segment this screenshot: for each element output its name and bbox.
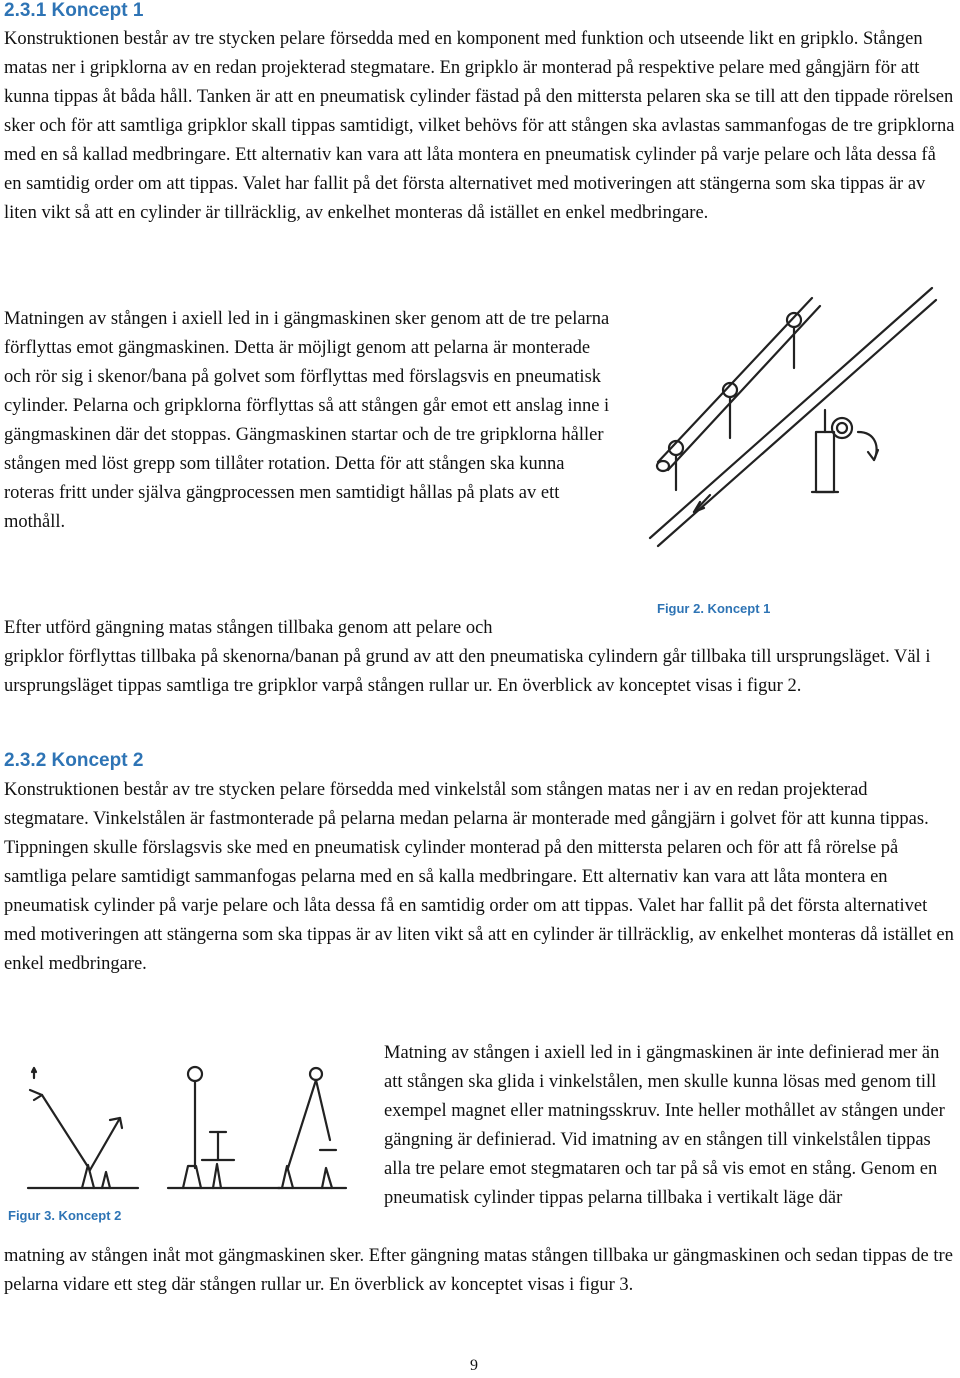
section-heading-koncept-2: 2.3.2 Koncept 2 xyxy=(4,750,144,771)
figure-3-caption: Figur 3. Koncept 2 xyxy=(8,1208,122,1223)
rod-upper-edge xyxy=(658,298,812,462)
koncept-1-paragraph-3: gripklor förflyttas tillbaka på skenorna/banan på grund av att den pneumatiska cylindern går tillbaka till ursprungsläget. Väl i ursprungsläget tippas samtliga tre gripklor varpå stången rullar ur. En överblick av konceptet visas i figur 2. xyxy=(4,647,931,696)
rod-lower-edge xyxy=(668,306,820,470)
section-heading-koncept-1: 2.3.1 Koncept 1 xyxy=(4,0,144,21)
koncept-2-paragraph-2-full: matning av stången inåt mot gängmaskinen sker. Efter gängning matas stången tillbaka ur gängmaskinen och sedan tippas de tre pelarna vidare ett steg där stången rullar ur. En överblick av konceptet visas i figur 3. xyxy=(4,1246,953,1295)
page-number: 9 xyxy=(470,1357,478,1374)
koncept-2-paragraph-1: Konstruktionen består av tre stycken pelare försedda med vinkelstål som stången matas ner i av en redan projekterad stegmatare. Vinkelstålen är fastmonterade på pelarna medan pelarna är monterade med gångjärn i golvet för att kunna tippas. Tippningen skulle förslagsvis ske med en pneumatisk cylinder monterad på den mittersta pelaren och för att få rörelse på samtliga pelare samtidigt sammanfogas pelarna med en så kalla medbringare. Ett alternativ kan vara att låta montera en pneumatisk cylinder på varje pelare och låta dessa få en samtidig order om att tippas. Valet har fallit på det första alternativet med motiveringen att stängerna som ska tippas är av liten vikt så att en cylinder är tillräcklig, av enkelhet monteras då istället en enkel medbringare. xyxy=(4,780,954,974)
koncept-1-paragraph-2: Matningen av stången i axiell led in i gängmaskinen sker genom att de tre pelarna förflyttas emot gängmaskinen. Detta är möjligt genom att pelarna är monterade och rör sig i skenor/bana på golvet som förflyttas med förslagsvis en pneumatisk cylinder. Pelarna och gripklorna förflyttas så att stången går emot ett anslag inne i gängmaskinen där det stoppas. Gängmaskinen startar och de tre gripklorna håller stången med löst grepp som tillåter rotation. Detta för att stången ska kunna roteras fritt under själva gängprocessen men samtidigt hållas på plats av ett mothåll. xyxy=(4,309,610,532)
koncept-1-paragraph-1: Konstruktionen består av tre stycken pelare försedda med en komponent med funktion och utseende likt en gripklo. Stången matas ner i gripklorna av en redan projekterad stegmatare. En gripklo är monterad på respektive pelare med gångjärn för att kunna tippas åt båda håll. Tanken är att en pneumatisk cylinder fästad på den mittersta pelaren ska se till att den tippade rörelsen sker och för att samtliga gripklor skall tippas samtidigt, vilket behövs för att stången ska avlastas sammanfogas de tre gripklorna med en så kallad medbringare. Ett alternativ kan vara att låta montera en pneumatisk cylinder på varje pelare och låta dessa få en samtidig order om att tippas. Valet har fallit på det första alternativet med motiveringen att stängerna som ska tippas är av liten vikt så att en cylinder är tillräcklig, av enkelhet monteras då istället en enkel medbringare. xyxy=(4,29,955,223)
figure-3-sketch xyxy=(20,1060,350,1210)
figure-2-caption: Figur 2. Koncept 1 xyxy=(657,601,771,616)
koncept-1-paragraph-3-start: Efter utförd gängning matas stången tillbaka genom att pelare och xyxy=(4,618,493,638)
koncept-2-paragraph-2-side: Matning av stången i axiell led in i gängmaskinen är inte definierad mer än att stången ska glida i vinkelstålen, men skulle kunna lösas med genom till exempel magnet eller matningsskruv. Inte heller mothållet av stången under gängning är definierad. Vid imatning av en stången till vinkelstålen tippas alla tre pelare emot stegmataren och tar på så vis emot en stång. Genom en pneumatisk cylinder tippas pelarna tillbaka i vertikalt läge där xyxy=(384,1043,945,1208)
figure-2-sketch xyxy=(640,280,940,550)
